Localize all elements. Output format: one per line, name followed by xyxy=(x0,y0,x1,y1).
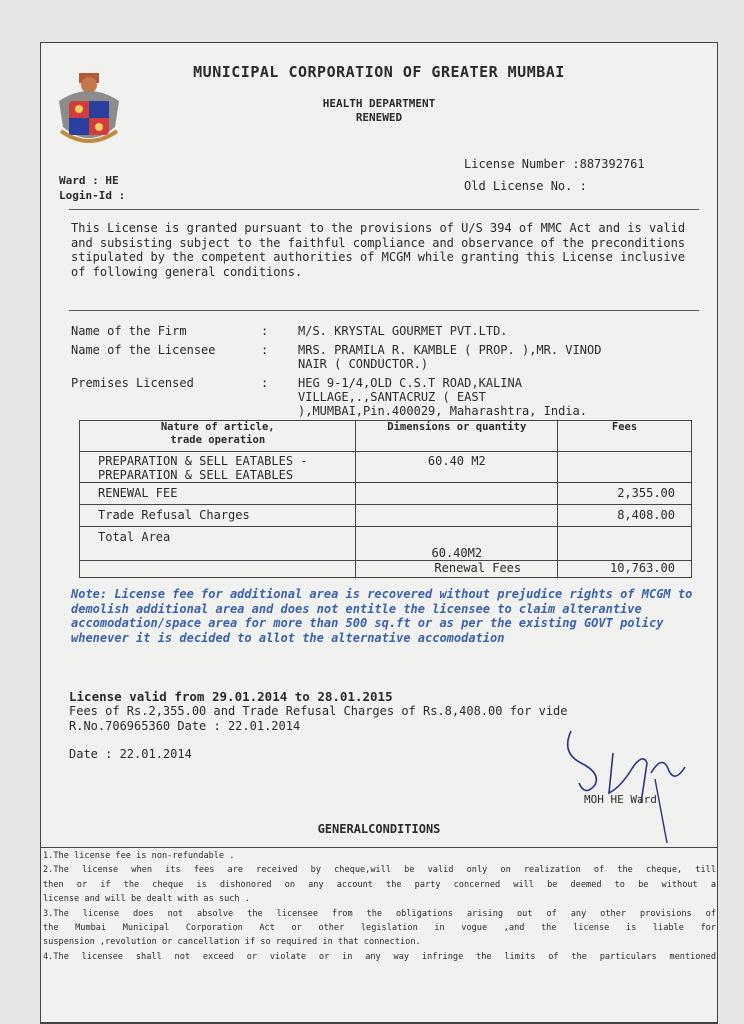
table-row xyxy=(80,505,692,527)
status-badge: RENEWED xyxy=(355,111,403,124)
licensee-line: MRS. PRAMILA R. KAMBLE ( PROP. ),MR. VINOD xyxy=(298,343,602,357)
table-cell xyxy=(356,483,558,505)
table-row xyxy=(80,561,692,578)
firm-value: M/S. KRYSTAL GOURMET PVT.LTD. xyxy=(298,324,508,338)
cell-line: PREPARATION & SELL EATABLES - xyxy=(98,454,308,468)
receipt-number: R.No.706965360 Date : 22.01.2014 xyxy=(69,719,301,733)
old-license-number: Old License No. : xyxy=(464,179,587,193)
fees-table xyxy=(79,420,692,578)
premises-line: ),MUMBAI,Pin.400029, Maharashtra, India. xyxy=(298,404,587,418)
table-row xyxy=(80,483,692,505)
condition-line: 3.The license does not absolve the licensee from the obligations arising out of any other provisions of xyxy=(43,908,716,919)
colon: : xyxy=(261,343,269,357)
condition-line: suspension ,revolution or cancellation if so required in that connection. xyxy=(43,937,421,948)
condition-line: 4.The licensee shall not exceed or violate or in any way infringe the limits of the particulars mentioned xyxy=(43,951,716,962)
divider xyxy=(69,310,699,311)
license-number: License Number :887392761 xyxy=(464,157,645,171)
premises-line: HEG 9-1/4,OLD C.S.T ROAD,KALINA xyxy=(298,376,522,390)
table-cell: Total Area xyxy=(80,527,356,561)
table-row xyxy=(80,452,692,483)
condition-line: license and will be dealt with as such . xyxy=(43,894,250,905)
table-cell xyxy=(558,527,692,561)
table-cell xyxy=(80,561,356,578)
header-nature xyxy=(80,421,356,452)
firm-label: Name of the Firm xyxy=(71,324,187,338)
table-cell: 10,763.00 xyxy=(558,561,692,578)
table-cell xyxy=(80,452,356,483)
ward: Ward : HE xyxy=(59,174,119,187)
note-paragraph: Note: License fee for additional area is recovered without prejudice rights of MCGM to demolish additional area and does not entitle the licensee to claim alterantive accomodation/space area for more than 500 sq.ft or as per the existing GOVT policy whenever it is decided to allot the alternative accomodation xyxy=(71,587,693,645)
table-cell: Renewal Fees xyxy=(356,561,558,578)
intro-paragraph: This License is granted pursuant to the provisions of U/S 394 of MMC Act and is valid and subsisting subject to the faithful compliance and observance of the preconditions stipulated by the competent authorities of MCGM while granting this License inclusive of following general conditions. xyxy=(71,221,686,279)
signatory: MOH HE Ward xyxy=(584,793,657,806)
divider xyxy=(69,209,699,210)
table-cell: 2,355.00 xyxy=(558,483,692,505)
license-document xyxy=(40,42,718,1024)
condition-line: 1.The license fee is non-refundable . xyxy=(43,851,235,861)
premises-line: VILLAGE,.,SANTACRUZ ( EAST xyxy=(298,390,486,404)
login-id: Login-Id : xyxy=(59,189,126,202)
condition-line: 2.The license when its fees are received by cheque,will be valid only on realization of the cheque, till xyxy=(43,865,716,876)
table-cell xyxy=(356,505,558,527)
colon: : xyxy=(261,324,269,338)
header-fees: Fees xyxy=(558,421,692,452)
validity-period: License valid from 29.01.2014 to 28.01.2015 xyxy=(69,689,393,704)
header-nature-line: trade operation xyxy=(170,434,266,446)
licensee-value xyxy=(298,343,678,371)
condition-line: then or if the cheque is dishonored on any account the party concerned will be deemed to be without a xyxy=(43,879,716,890)
page-title: MUNICIPAL CORPORATION OF GREATER MUMBAI xyxy=(193,63,565,81)
table-cell: 60.40M2 xyxy=(356,527,558,561)
condition-line: the Mumbai Municipal Corporation Act or other legislation in vogue ,and the license is liable for xyxy=(43,923,716,934)
issue-date: Date : 22.01.2014 xyxy=(69,747,192,761)
licensee-label: Name of the Licensee xyxy=(71,343,216,357)
table-row xyxy=(80,527,692,561)
conditions-list xyxy=(43,849,716,964)
licensee-line: NAIR ( CONDUCTOR.) xyxy=(298,357,429,371)
table-cell: Trade Refusal Charges xyxy=(80,505,356,527)
header-dimensions: Dimensions or quantity xyxy=(356,421,558,452)
table-header-row xyxy=(80,421,692,452)
premises-label: Premises Licensed xyxy=(71,376,194,390)
table-cell xyxy=(558,452,692,483)
table-cell: 8,408.00 xyxy=(558,505,692,527)
premises-value xyxy=(298,376,678,418)
colon: : xyxy=(261,376,269,390)
conditions-heading: GENERALCONDITIONS xyxy=(317,822,441,836)
table-cell: RENEWAL FEE xyxy=(80,483,356,505)
cell-line: PREPARATION & SELL EATABLES xyxy=(98,468,294,482)
header-nature-line: Nature of article, xyxy=(160,421,275,433)
department-name: HEALTH DEPARTMENT xyxy=(322,97,436,110)
fees-summary: Fees of Rs.2,355.00 and Trade Refusal Charges of Rs.8,408.00 for vide xyxy=(69,704,568,718)
table-cell: 60.40 M2 xyxy=(356,452,558,483)
